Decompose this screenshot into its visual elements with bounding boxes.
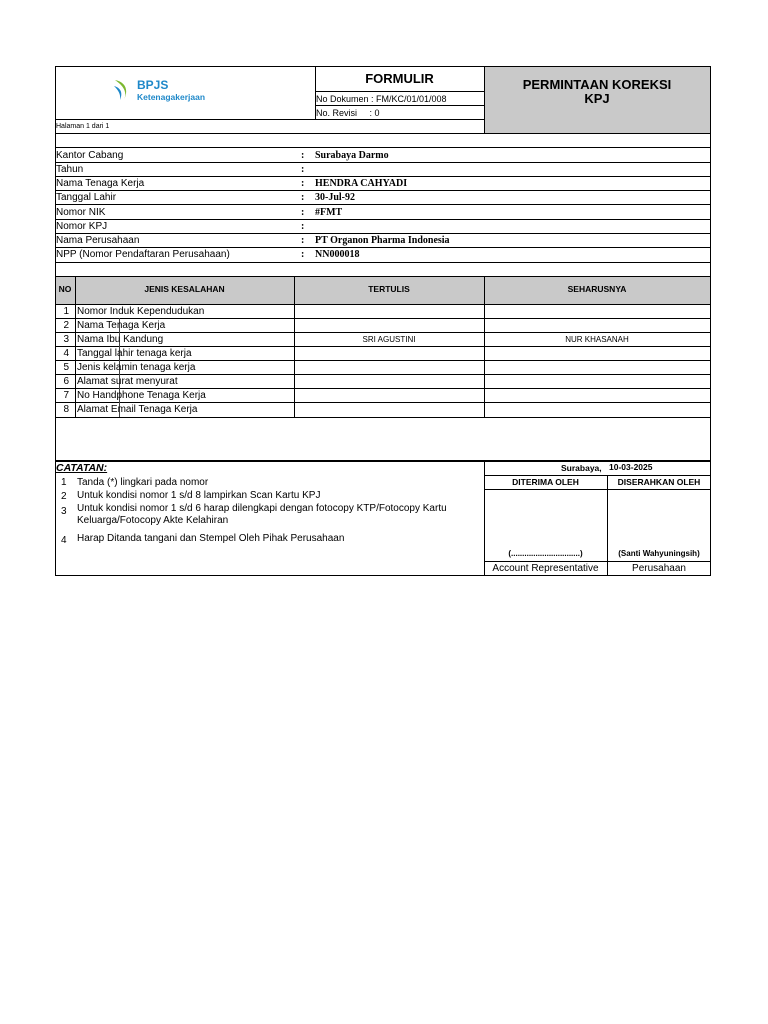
info-colon: :	[301, 192, 305, 203]
table-header-jenis: JENIS KESALAHAN	[144, 284, 225, 294]
info-colon: :	[301, 150, 305, 161]
info-label-tahun: Tahun	[56, 164, 84, 175]
row-number: 8	[63, 404, 69, 415]
info-colon: :	[301, 221, 305, 232]
info-colon: :	[301, 207, 305, 218]
sign-place: Surabaya,	[561, 463, 602, 473]
info-value-nama-perusahaan: PT Organon Pharma Indonesia	[315, 235, 450, 246]
bpjs-logo-icon	[112, 77, 134, 103]
info-label-tanggal-lahir: Tanggal Lahir	[56, 192, 117, 203]
catatan-number: 1	[61, 477, 67, 488]
revision-number: No. Revisi : 0	[316, 108, 380, 118]
table-header-seharusnya: SEHARUSNYA	[567, 284, 627, 294]
row-number: 1	[63, 306, 69, 317]
row-number: 5	[63, 362, 69, 373]
catatan-text: Untuk kondisi nomor 1 s/d 8 lampirkan Scan Kartu KPJ	[77, 490, 321, 501]
table-header-tertulis: TERTULIS	[368, 284, 410, 294]
received-by-label: DITERIMA OLEH	[512, 477, 579, 487]
info-colon: :	[301, 235, 305, 246]
logo-subtitle: Ketenagakerjaan	[137, 92, 206, 102]
row-jenis: Jenis kelamin tenaga kerja	[77, 362, 196, 373]
outer-border-left	[55, 66, 56, 576]
catatan-number: 3	[61, 506, 67, 517]
row-number: 4	[63, 348, 69, 359]
outer-border-right	[710, 66, 711, 576]
received-role: Account Representative	[492, 563, 599, 574]
info-label-nama-perusahaan: Nama Perusahaan	[56, 235, 140, 246]
info-label-nomor-nik: Nomor NIK	[56, 207, 106, 218]
catatan-number: 4	[61, 535, 67, 546]
row-jenis: Nomor Induk Kependudukan	[77, 306, 205, 317]
info-label-kantor-cabang: Kantor Cabang	[56, 150, 124, 161]
handed-signature-name: (Santi Wahyuningsih)	[618, 549, 700, 558]
row-number: 7	[63, 390, 69, 401]
catatan-number: 2	[61, 491, 67, 502]
info-value-kantor-cabang: Surabaya Darmo	[315, 150, 389, 161]
form-title-line2: KPJ	[584, 91, 610, 106]
info-colon: :	[301, 178, 305, 189]
row-jenis: Alamat Email Tenaga Kerja	[77, 404, 198, 415]
catatan-text: Tanda (*) lingkari pada nomor	[77, 477, 209, 488]
sign-date: 10-03-2025	[609, 462, 653, 472]
received-signature-placeholder: (...............................)	[508, 549, 583, 558]
info-label-nomor-kpj: Nomor KPJ	[56, 221, 108, 232]
row-jenis: Tanggal lahir tenaga kerja	[77, 348, 192, 359]
form-title-line1: PERMINTAAN KOREKSI	[522, 77, 672, 92]
info-label-npp: NPP (Nomor Pendaftaran Perusahaan)	[56, 249, 230, 260]
catatan-text: Harap Ditanda tangani dan Stempel Oleh Pihak Perusahaan	[77, 533, 345, 544]
row-number: 2	[63, 320, 69, 331]
doc-number: No Dokumen : FM/KC/01/01/008	[316, 94, 447, 104]
row-number: 6	[63, 376, 69, 387]
handed-by-label: DISERAHKAN OLEH	[617, 477, 701, 487]
catatan-text-continued: Keluarga/Fotocopy Akte Kelahiran	[77, 515, 229, 526]
info-colon: :	[301, 164, 305, 175]
info-value-nomor-nik: #FMT	[315, 207, 343, 218]
info-colon: :	[301, 249, 305, 260]
logo-brand: BPJS	[137, 78, 169, 92]
row-jenis: Nama Ibu Kandung	[77, 334, 164, 345]
info-label-nama-tenaga-kerja: Nama Tenaga Kerja	[56, 178, 145, 189]
catatan-title: CATATAN:	[56, 462, 108, 474]
bpjs-logo	[92, 67, 248, 118]
row-tertulis: SRI AGUSTINI	[362, 335, 416, 344]
table-header-no: NO	[58, 284, 72, 294]
catatan-text: Untuk kondisi nomor 1 s/d 6 harap dilengkapi dengan fotocopy KTP/Fotocopy Kartu	[77, 503, 447, 514]
row-jenis: Nama Tenaga Kerja	[77, 320, 166, 331]
info-value-nama-tenaga-kerja: HENDRA CAHYADI	[315, 178, 408, 189]
row-seharusnya: NUR KHASANAH	[565, 335, 629, 344]
row-number: 3	[63, 334, 69, 345]
info-value-tanggal-lahir: 30-Jul-92	[315, 192, 355, 203]
row-jenis: Alamat surat menyurat	[77, 376, 178, 387]
row-jenis: No Handphone Tenaga Kerja	[77, 390, 206, 401]
page-info: Halaman 1 dari 1	[56, 123, 110, 130]
form-word: FORMULIR	[365, 71, 434, 86]
info-value-npp: NN000018	[315, 249, 360, 260]
handed-role: Perusahaan	[632, 563, 686, 574]
